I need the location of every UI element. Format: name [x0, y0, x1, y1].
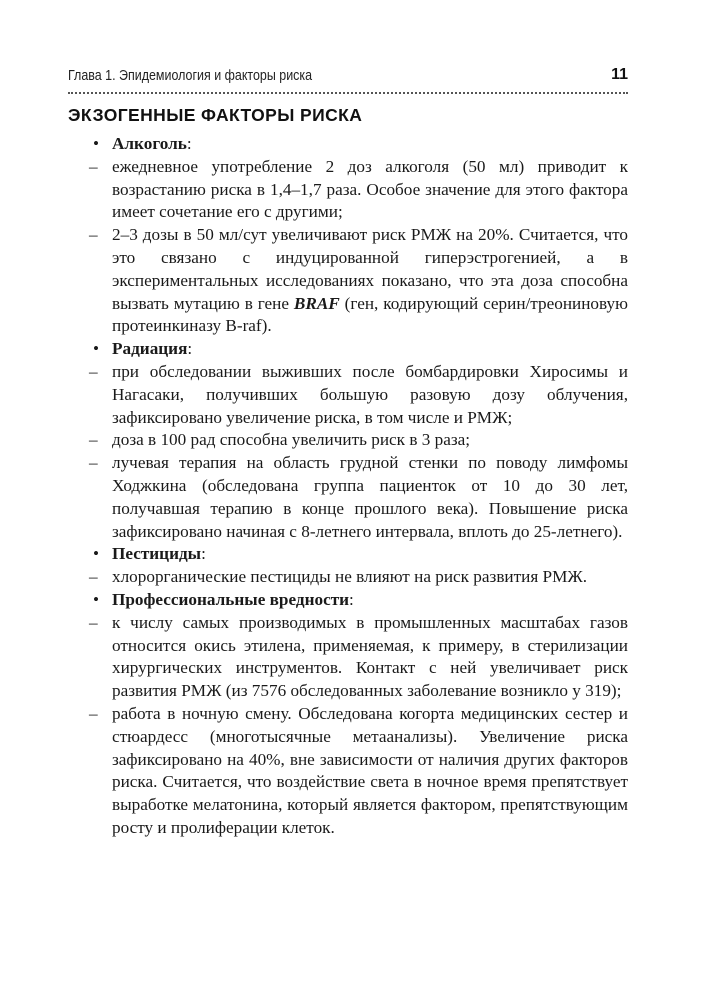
list-item [90, 612, 628, 703]
list-item [90, 429, 628, 452]
list-item [90, 566, 628, 589]
dash-mark: – [89, 453, 98, 473]
bullet-mark: • [93, 339, 100, 359]
dash-mark: – [89, 156, 98, 176]
bullet-mark: • [93, 589, 100, 609]
gene-name: BRAF [293, 293, 340, 313]
bullet-mark: • [93, 544, 100, 564]
list-item [90, 703, 628, 840]
item-text: работа в ночную смену. Обследована когорта медицинских сестер и стюардесс (многотысячные метаанализы). Увеличение риска зафиксировано на 40%, вне зависимости от наличия других факторов риска. Считается, что воздействие света в ночное время препятствует выработке мелатонина, который является фактором, препятствующим росту и пролиферации клеток. [112, 703, 628, 837]
factor-label: Алкоголь [112, 134, 187, 153]
list-item [90, 361, 628, 429]
item-text: лучевая терапия на область грудной стенки по поводу лимфомы Ходжкина (обследована группа пациенток от 10 до 30 лет, получавшая терапию в конце прошлого века). Повышение риска зафиксировано начиная с 8-летнего интервала, вплоть до 25-летнего). [112, 453, 628, 541]
item-text: 2–3 дозы в 50 мл/сут увеличивают риск РМЖ на 20%. Считается, что это связано с индуцированной гиперэстрогенией, а в экспериментальных исследованиях показано, что эта доза способна вызвать мутацию в гене [112, 225, 628, 313]
label-colon: : [349, 589, 354, 609]
factor-heading-occupational [90, 589, 628, 612]
label-colon: : [187, 339, 193, 359]
running-title: Глава 1. Эпидемиология и факторы риска [68, 68, 313, 84]
list-item [90, 224, 628, 338]
item-text: при обследовании выживших после бомбардировки Хиросимы и Нагасаки, получивших большую разовую дозу облучения, зафиксировано увеличение риска, в том числе и РМЖ; [112, 361, 628, 427]
factor-label: Профессиональные вредности [112, 589, 350, 609]
bullet-mark: • [93, 134, 100, 153]
item-text: хлорорганические пестициды не влияют на риск развития РМЖ. [112, 567, 588, 587]
dash-mark: – [89, 612, 98, 632]
item-text-cont: (ген, кодирующий серин/треониновую протеинкиназу B-raf). [112, 293, 628, 336]
item-text: доза в 100 рад способна увеличить риск в 3 раза; [112, 430, 471, 450]
section-title: ЭКЗОГЕННЫЕ ФАКТОРЫ РИСКА [68, 105, 363, 125]
header-dotted-rule [68, 92, 628, 94]
dash-mark: – [89, 225, 98, 245]
list-item [90, 156, 628, 224]
factors-list [90, 133, 628, 840]
item-text: ежедневное употребление 2 доз алкоголя (50 мл) приводит к возрастанию риска в 1,4–1,7 раза. Особое значение для этого фактора имеет сочетание его с другими; [112, 156, 628, 222]
dash-mark: – [89, 703, 98, 723]
factor-heading-alcohol [90, 133, 628, 156]
list-item [90, 452, 628, 543]
label-colon: : [201, 544, 206, 564]
item-text: к числу самых производимых в промышленных масштабах газов относится окись этилена, применяемая, к примеру, в стерилизации хирургических инструментов. Контакт с ней увеличивает риск развития РМЖ (из 7576 обследованных заболевание возникло у 319); [112, 612, 628, 701]
label-colon: : [186, 134, 192, 153]
page-number: 11 [611, 66, 628, 83]
dash-mark: – [89, 361, 98, 381]
factor-heading-pesticides [90, 543, 628, 566]
factor-label: Радиация [112, 339, 188, 359]
factor-heading-radiation [90, 338, 628, 361]
factor-label: Пестициды [112, 544, 202, 564]
dash-mark: – [89, 430, 98, 450]
dash-mark: – [89, 567, 98, 587]
running-header [68, 66, 628, 88]
